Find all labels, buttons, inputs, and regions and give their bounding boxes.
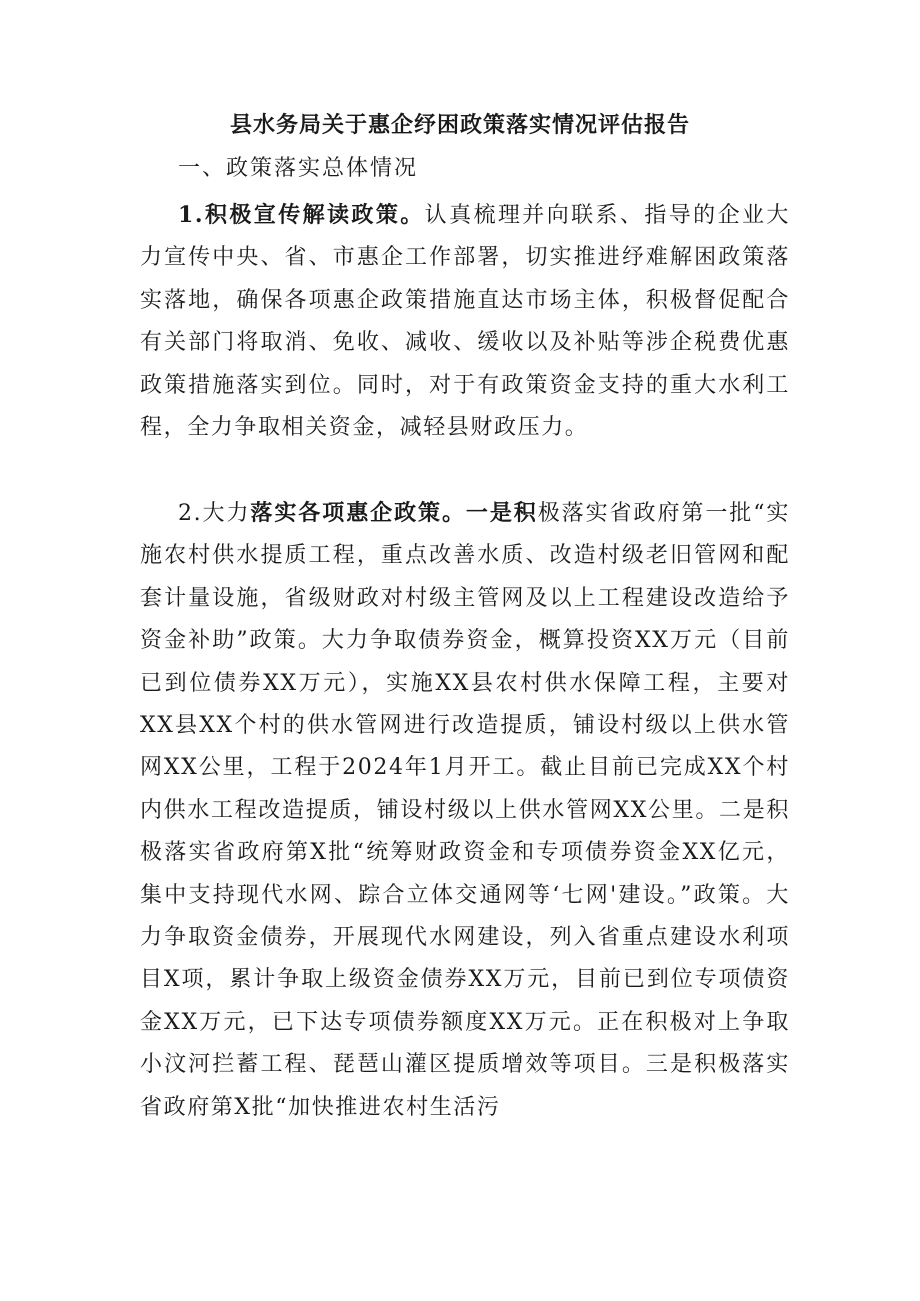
paragraph-2-number: 2.大力 [178,501,251,526]
document-title: 县水务局关于惠企纾困政策落实情况评估报告 [229,112,690,138]
paragraph-1-body: 认真梳理并向联系、指导的企业大力宣传中央、省、市惠企工作部署，切实推进纾难解困政策落实落地，确保各项惠企政策措施直达市场主体，积极督促配合有关部门将取消、免收、减收、缓收以及补贴等涉企税费优惠政策措施落实到位。同时，对于有政策资金支持的重大水利工程，全力争取相关资金，减轻县财政压力。 [140,203,790,441]
paragraph-2 [140,492,790,1129]
section-heading: 一、政策落实总体情况 [178,156,419,181]
paragraph-1 [140,194,790,449]
paragraph-1-number: 1 [178,202,195,228]
paragraph-1-lead: .积极宣传解读政策。 [194,202,425,228]
paragraph-2-lead: 落实各项惠企政策。一是积 [250,500,538,526]
paragraph-2-body: 极落实省政府第一批“实施农村供水提质工程，重点改善水质、改造村级老旧管网和配套计量设施，省级财政对村级主管网及以上工程建设改造给予资金补助”政策。大力争取债券资金，概算投资XX万元（目前已到位债券XX万元），实施XX县农村供水保障工程，主要对XX县XX个村的供水管网进行改造提质，铺设村级以上供水管网XX公里，工程于2024年1月开工。截止目前已完成XX个村内供水工程改造提质，铺设村级以上供水管网XX公里。二是积极落实省政府第X批“统筹财政资金和专项债券资金XX亿元，集中支持现代水网、踪合立体交通网等‘七网'建设。”政策。大力争取资金债券，开展现代水网建设，列入省重点建设水利项目X项，累计争取上级资金债券XX万元，目前已到位专项债资金XX万元，已下达专项债券额度XX万元。正在积极对上争取小汶河拦蓄工程、琵琶山灌区提质增效等项目。三是积极落实省政府第X批“加快推进农村生活污 [140,501,791,1120]
